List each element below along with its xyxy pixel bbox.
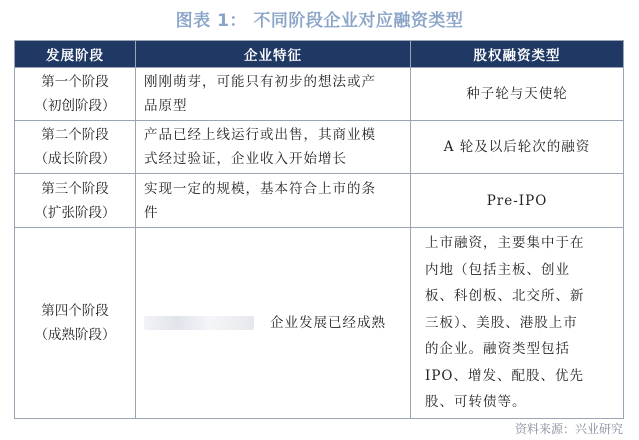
- stage-name: 第四个阶段: [41, 302, 109, 319]
- financing-type-cell: [411, 174, 624, 228]
- table-header-row: [15, 41, 624, 68]
- feature-cell: [136, 68, 411, 121]
- financing-type-cell: [411, 68, 624, 121]
- feature-line: 刚刚萌芽，可能只有初步的想法或产: [144, 74, 376, 90]
- stage-name: 第一个阶段: [41, 74, 109, 90]
- stage-cell: [15, 174, 136, 228]
- stage-cell: [15, 228, 136, 419]
- financing-type-line: 内地（包括主板、创业: [425, 261, 570, 278]
- table-row: [15, 68, 624, 121]
- stage-label: （初创阶段）: [34, 98, 116, 114]
- table-row: [15, 121, 624, 174]
- header-stage: 发展阶段: [15, 41, 136, 68]
- financing-type-text: 种子轮与天使轮: [466, 86, 568, 102]
- feature-cell: [136, 228, 411, 419]
- financing-type-line: IPO、增发、配股、优先: [425, 367, 584, 384]
- stage-name: 第二个阶段: [41, 127, 109, 143]
- stage-name: 第三个阶段: [41, 180, 109, 197]
- stage-cell: [15, 121, 136, 174]
- feature-line: 产品已经上线运行或出售，其商业模: [144, 127, 376, 143]
- financing-type-text: A 轮及以后轮次的融资: [443, 139, 591, 155]
- feature-line: 件: [144, 204, 159, 221]
- financing-type-text: Pre-IPO: [486, 192, 548, 209]
- table-row: [15, 228, 624, 419]
- blurred-text-artifact: [144, 316, 254, 330]
- financing-stage-table: [14, 40, 624, 419]
- financing-type-line: 的企业。融资类型包括: [425, 341, 570, 357]
- stage-cell: [15, 68, 136, 121]
- feature-cell: [136, 121, 411, 174]
- table-row: [15, 174, 624, 228]
- feature-cell: [136, 174, 411, 228]
- stage-label: （成熟阶段）: [34, 326, 116, 343]
- financing-type-cell: [411, 228, 624, 419]
- financing-type-line: 股、可转债等。: [425, 394, 527, 410]
- figure-title: 图表 1： 不同阶段企业对应融资类型: [175, 11, 464, 31]
- financing-type-line: 三板）、美股、港股上市: [425, 314, 578, 331]
- financing-type-line: 板、科创板、北交所、新: [425, 288, 585, 304]
- source-note: 资料来源：兴业研究: [514, 422, 623, 436]
- feature-line: 式经过验证，企业收入开始增长: [144, 151, 347, 167]
- stage-label: （成长阶段）: [34, 151, 116, 167]
- stage-label: （扩张阶段）: [34, 204, 116, 221]
- financing-type-cell: [411, 121, 624, 174]
- feature-line: 实现一定的规模，基本符合上市的条: [144, 180, 376, 197]
- header-financing-type: 股权融资类型: [411, 41, 624, 68]
- feature-line: 企业发展已经成熟: [270, 314, 386, 331]
- feature-line: 品原型: [144, 98, 188, 114]
- header-feature: 企业特征: [136, 41, 411, 68]
- financing-type-line: 上市融资，主要集中于在: [425, 235, 585, 251]
